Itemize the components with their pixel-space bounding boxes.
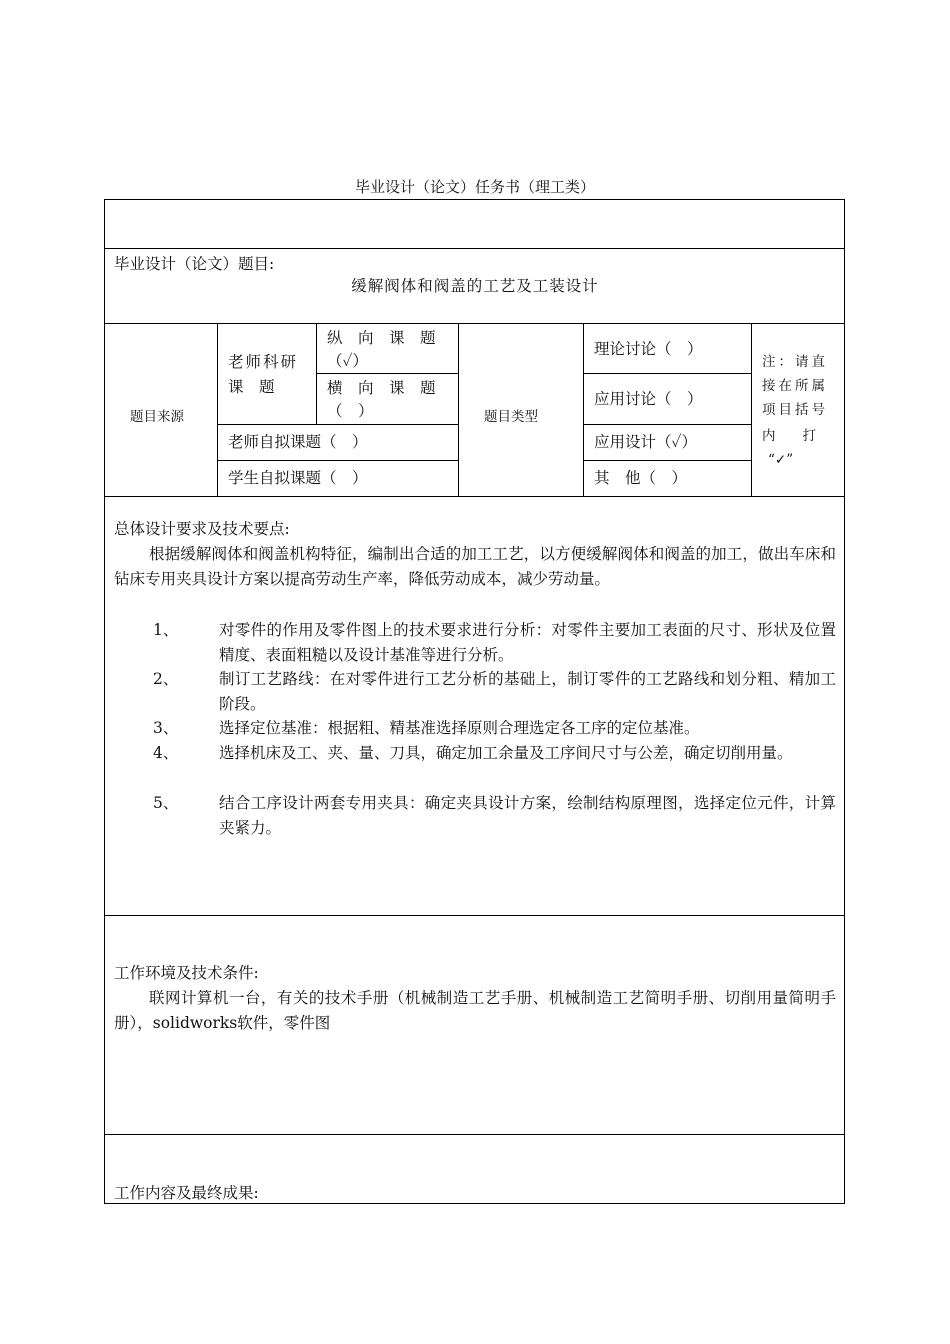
- type-applied-discussion: 应用讨论（ ）: [594, 390, 703, 408]
- requirement-number: 3、: [153, 719, 179, 737]
- requirement-text: 选择定位基准：根据粗、精基准选择原则合理选定各工序的定位基准。: [219, 719, 700, 737]
- cell-divider: [583, 323, 584, 496]
- topic-title: 缓解阀体和阀盖的工艺及工装设计: [351, 277, 599, 295]
- row-divider: [104, 1134, 845, 1135]
- type-theory: 理论讨论（ ）: [594, 340, 703, 358]
- results-label: 工作内容及最终成果:: [114, 1184, 259, 1202]
- requirement-number: 4、: [153, 744, 179, 762]
- environment-label: 工作环境及技术条件:: [114, 964, 259, 982]
- note-line: 接在所属: [762, 378, 828, 394]
- teacher-self-topic: 老师自拟课题（ ）: [228, 433, 368, 451]
- cell-divider: [583, 424, 751, 425]
- environment-text: 联网计算机一台，有关的技术手册（机械制造工艺手册、机械制造工艺简明手册、切削用量简明手册），solidworks软件，零件图: [114, 989, 836, 1032]
- type-label: 题目类型: [484, 409, 538, 425]
- row-divider: [104, 323, 845, 324]
- student-self-topic: 学生自拟课题（ ）: [228, 469, 368, 487]
- cell-divider: [217, 323, 218, 496]
- note-line: 注：请直: [762, 354, 828, 370]
- vertical-topic-mark: （✓）: [327, 352, 368, 370]
- cell-divider: [751, 323, 752, 496]
- vertical-topic-label: 纵 向 课 题: [327, 329, 436, 347]
- note-line: “✓”: [768, 452, 794, 468]
- row-divider: [104, 496, 845, 497]
- requirement-text: 结合工序设计两套专用夹具：确定夹具设计方案，绘制结构原理图，选择定位元件，计算夹紧力。: [219, 794, 836, 837]
- horizontal-topic-mark: （ ）: [327, 402, 374, 420]
- requirements-intro: 根据缓解阀体和阀盖机构特征，编制出合适的加工工艺，以方便缓解阀体和阀盖的加工，做出车床和钻床专用夹具设计方案以提高劳动生产率，降低劳动成本，减少劳动量。: [114, 545, 836, 588]
- cell-divider: [458, 323, 459, 496]
- teacher-research-label-2: 课 题: [228, 378, 275, 396]
- requirements-label: 总体设计要求及技术要点:: [114, 520, 290, 538]
- row-divider: [104, 248, 845, 249]
- requirement-number: 1、: [153, 621, 179, 639]
- topic-label: 毕业设计（论文）题目:: [114, 255, 275, 273]
- source-label: 题目来源: [130, 409, 184, 425]
- requirement-text: 制订工艺路线：在对零件进行工艺分析的基础上，制订零件的工艺路线和划分粗、精加工阶段。: [219, 670, 836, 713]
- note-line: 项目括号: [762, 402, 828, 418]
- requirement-number: 2、: [153, 670, 179, 688]
- type-applied-design: 应用设计（✓）: [594, 433, 697, 451]
- note-line: 内 打: [762, 428, 816, 444]
- type-other: 其 他（ ）: [594, 469, 688, 487]
- cell-divider: [583, 373, 751, 374]
- cell-divider: [316, 373, 458, 374]
- horizontal-topic-label: 横 向 课 题: [327, 379, 436, 397]
- cell-divider: [583, 460, 751, 461]
- teacher-research-label: 老师科研: [228, 353, 299, 371]
- cell-divider: [217, 460, 458, 461]
- cell-divider: [217, 424, 458, 425]
- requirement-text: 选择机床及工、夹、量、刀具，确定加工余量及工序间尺寸与公差，确定切削用量。: [219, 744, 793, 762]
- document-title: 毕业设计（论文）任务书（理工类）: [354, 178, 595, 196]
- row-divider: [104, 915, 845, 916]
- requirement-number: 5、: [153, 794, 179, 812]
- requirement-text: 对零件的作用及零件图上的技术要求进行分析：对零件主要加工表面的尺寸、形状及位置精度、表面粗糙以及设计基准等进行分析。: [219, 621, 836, 664]
